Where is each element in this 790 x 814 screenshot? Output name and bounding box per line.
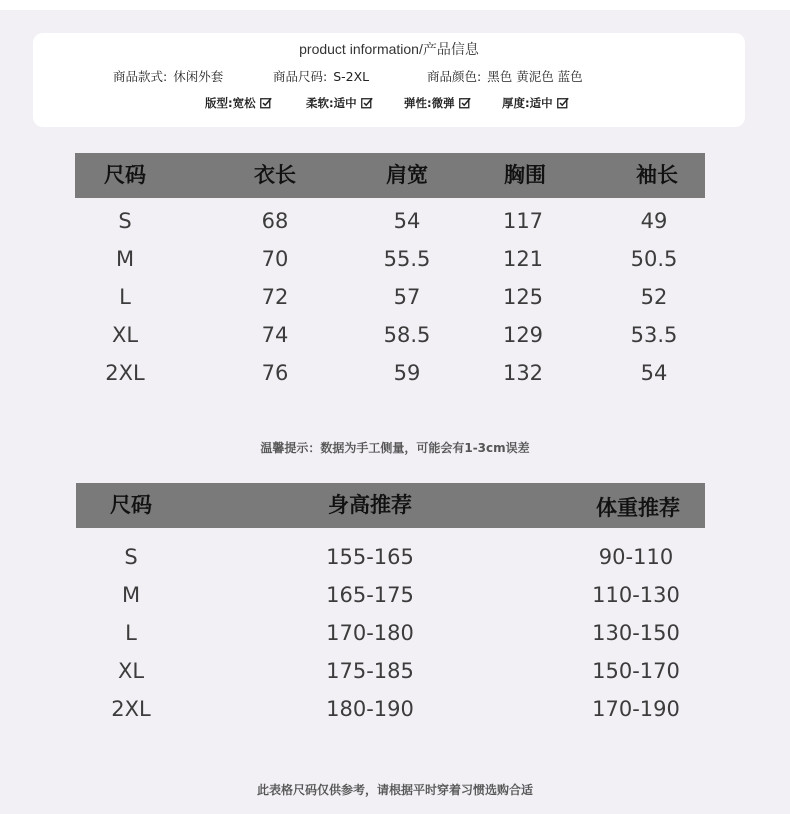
checkbox-checked-icon <box>557 97 569 109</box>
attribute-softness <box>306 95 373 111</box>
table-row <box>75 278 705 316</box>
cell-height: 170-180 <box>326 621 414 645</box>
cell-size: M <box>115 247 135 271</box>
checkbox-checked-icon <box>260 97 272 109</box>
table-row <box>76 652 705 690</box>
header-shoulder: 肩宽 <box>386 163 428 187</box>
table-row <box>76 538 705 576</box>
cell-height: 165-175 <box>326 583 414 607</box>
size-value: S-2XL <box>333 69 370 84</box>
cell-height: 175-185 <box>326 659 414 683</box>
top-band <box>0 0 790 10</box>
cell-weight: 130-150 <box>592 621 680 645</box>
header-size: 尺码 <box>104 163 146 187</box>
attribute-value: 微弹 <box>431 96 455 110</box>
checkbox-checked-icon <box>361 97 373 109</box>
table-row <box>76 690 705 728</box>
cell-shoulder: 57 <box>393 285 421 309</box>
cell-size: S <box>118 209 132 233</box>
cell-height: 180-190 <box>326 697 414 721</box>
style-value: 休闲外套 <box>173 69 224 84</box>
cell-size: XL <box>111 323 139 347</box>
cell-sleeve: 49 <box>640 209 668 233</box>
cell-height: 155-165 <box>326 545 414 569</box>
attribute-elasticity <box>404 95 471 111</box>
header-weight: 体重推荐 <box>596 496 680 520</box>
cell-chest: 125 <box>502 285 544 309</box>
header-chest: 胸围 <box>504 163 546 187</box>
checkbox-checked-icon <box>459 97 471 109</box>
footer-note: 此表格尺码仅供参考，请根据平时穿着习惯选购合适 <box>256 783 533 797</box>
table-row <box>75 354 705 392</box>
measure-table-header <box>75 153 705 198</box>
attribute-label: 版型: <box>205 96 233 110</box>
style-label: 商品款式: <box>113 69 168 84</box>
recommend-table-header <box>76 483 705 528</box>
cell-chest: 121 <box>502 247 544 271</box>
cell-length: 70 <box>261 247 289 271</box>
table-row <box>75 240 705 278</box>
size-label: 商品尺码: <box>273 69 328 84</box>
cell-shoulder: 59 <box>393 361 421 385</box>
cell-chest: 117 <box>502 209 544 233</box>
cell-weight: 150-170 <box>592 659 680 683</box>
attribute-fit <box>205 95 272 111</box>
attribute-label: 弹性: <box>404 96 432 110</box>
cell-size: M <box>121 583 141 607</box>
cell-length: 68 <box>261 209 289 233</box>
cell-sleeve: 53.5 <box>630 323 678 347</box>
cell-chest: 132 <box>502 361 544 385</box>
attribute-label: 柔软: <box>306 96 334 110</box>
cell-weight: 110-130 <box>592 583 680 607</box>
table-row <box>75 202 705 240</box>
cell-shoulder: 58.5 <box>383 323 431 347</box>
cell-weight: 90-110 <box>598 545 674 569</box>
cell-sleeve: 50.5 <box>630 247 678 271</box>
table-row <box>76 576 705 614</box>
cell-size: XL <box>117 659 145 683</box>
measure-note: 温馨提示：数据为手工侧量，可能会有1-3cm误差 <box>260 441 530 455</box>
product-info-title: product information/产品信息 <box>299 41 479 57</box>
style-line <box>113 67 223 85</box>
cell-size: S <box>124 545 138 569</box>
cell-size: 2XL <box>105 361 145 385</box>
cell-size: L <box>119 285 131 309</box>
size-line <box>273 67 369 85</box>
cell-length: 74 <box>261 323 289 347</box>
cell-shoulder: 54 <box>393 209 421 233</box>
cell-size: L <box>125 621 137 645</box>
color-value: 黑色 黄泥色 蓝色 <box>487 69 583 84</box>
attribute-label: 厚度: <box>502 96 530 110</box>
cell-weight: 170-190 <box>592 697 680 721</box>
color-line <box>427 67 583 85</box>
attribute-thickness <box>502 95 569 111</box>
attribute-value: 适中 <box>333 96 357 110</box>
cell-sleeve: 54 <box>640 361 668 385</box>
color-label: 商品颜色: <box>427 69 482 84</box>
table-row <box>75 316 705 354</box>
header-sleeve: 袖长 <box>636 163 678 187</box>
cell-size: 2XL <box>111 697 151 721</box>
attribute-value: 宽松 <box>232 96 256 110</box>
cell-sleeve: 52 <box>640 285 668 309</box>
product-info-card <box>33 33 745 127</box>
cell-length: 76 <box>261 361 289 385</box>
table-row <box>76 614 705 652</box>
header-length: 衣长 <box>254 163 296 187</box>
attribute-value: 适中 <box>529 96 553 110</box>
cell-length: 72 <box>261 285 289 309</box>
attribute-row <box>33 95 745 113</box>
header-height: 身高推荐 <box>328 493 412 517</box>
cell-shoulder: 55.5 <box>383 247 431 271</box>
cell-chest: 129 <box>502 323 544 347</box>
header-size: 尺码 <box>110 493 152 517</box>
